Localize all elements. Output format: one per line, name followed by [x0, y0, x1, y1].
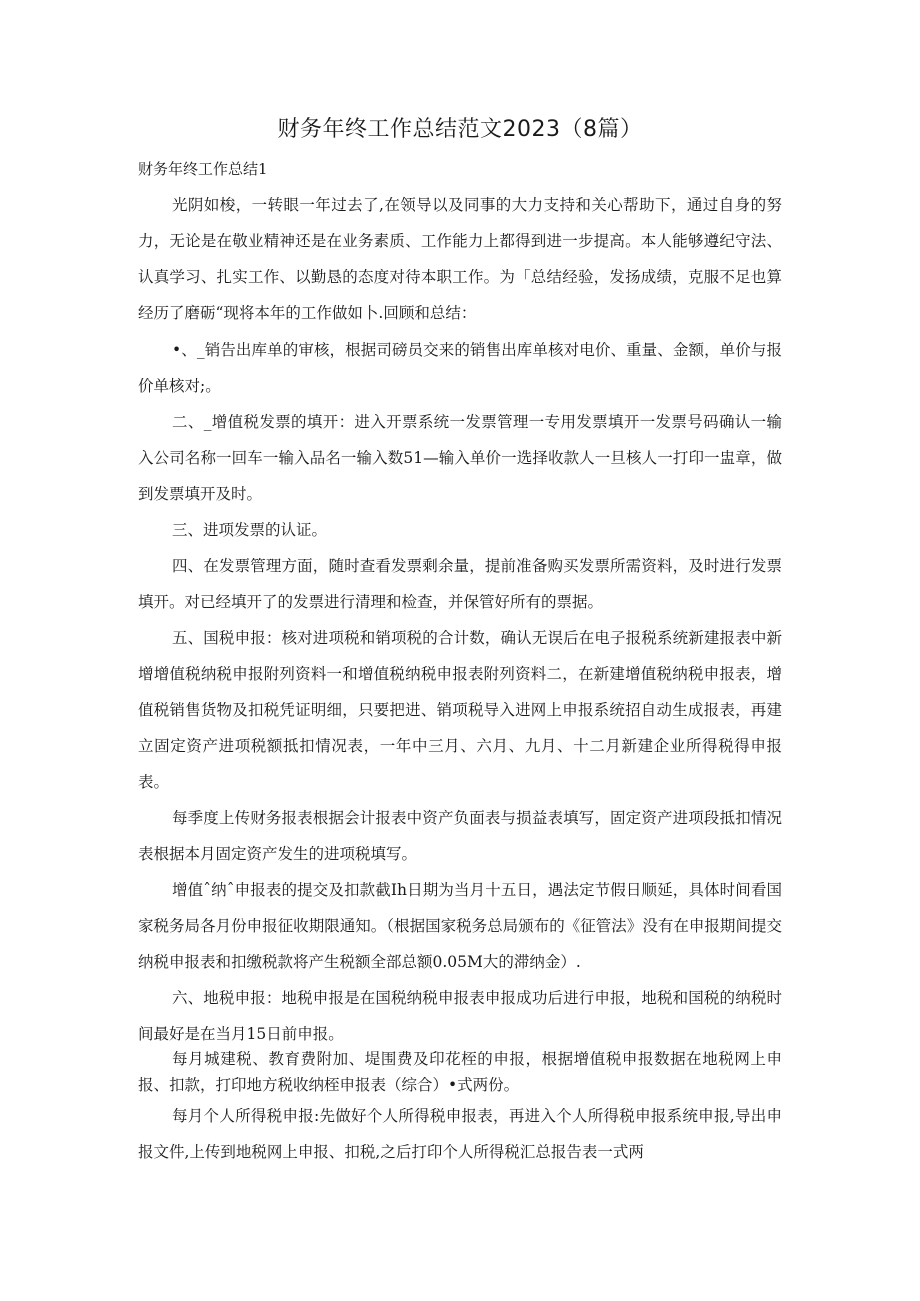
paragraph: 六、地税申报：地税申报是在国税纳税申报表申报成功后进行申报，地税和国税的纳税时间最好是在当月15日前申报。 [138, 989, 782, 1043]
paragraph: 每季度上传财务报表根据会计报表中资产负面表与损益表填写，固定资产进项段抵扣情况表根据本月固定资产发生的进项税填写。 [138, 809, 782, 863]
section-heading: 财务年终工作总结1 [138, 160, 268, 178]
paragraph: •、_销告出库单的审核，根据司磅员交来的销售出库单核对电价、重量、金额，单价与报价单核对;。 [138, 341, 782, 395]
paragraph: 每月城建税、教育费附加、堤围费及印花桎的申报，根据增值税申报数据在地税网上申报、扣款，打印地方税收纳桎申报表（综合）•式两份。 [138, 1050, 782, 1094]
paragraph: 五、国税申报：核对进项税和销项税的合计数，确认无误后在电子报税系统新建报表中新增增值税纳税申报附列资料一和增值税纳税申报表附列资料二，在新建增值税纳税申报表，增值税销售货物及扣税凭证明细，只要把进、销项税导入进网上申报系统招自动生成报表，再建立固定资产进项税额抵扣情况表，一年中三月、六月、九月、十二月新建企业所得税得申报表。 [138, 629, 782, 791]
paragraph: 每月个人所得税申报:先做好个人所得税申报表，再进入个人所得税申报系统申报,导出申报文件,上传到地税网上申报、扣税,之后打印个人所得税汇总报告表一式两 [138, 1107, 782, 1161]
paragraph: 增值ˆ纳ˆ申报表的提交及扣款截Ih日期为当月十五日，遇法定节假日顺延，具体时间看国家税务局各月份申报征收期限通知。（根据国家税务总局颁布的《征管法》没有在申报期间提交纳税申报表和扣缴税款将产生税额全部总额0.05M大的滞纳金）. [138, 881, 782, 971]
paragraph: 二、_增值税发票的填开：进入开票系统一发票管理一专用发票填开一发票号码确认一输入公司名称一回车一输入品名一输入数51—输入单价一选择收款人一旦核人一打印一盅章，做到发票填开及时。 [138, 413, 782, 503]
paragraph: 三、进项发票的认证。 [172, 521, 328, 539]
document-title: 财务年终工作总结范文2023（8篇） [277, 117, 643, 142]
paragraph: 光阴如梭，一转眼一年过去了,在领导以及同事的大力支持和关心帮助下，通过自身的努力，无论是在敬业精神还是在业务素质、工作能力上都得到进一步提高。本人能够遵纪守法、认真学习、扎实工作、以勤恳的态度对待本职工作。为「总结经验，发扬成绩，克服不足也算经历了磨砺“现将本年的工作做如卜.回顾和总结： [138, 196, 782, 322]
paragraph: 四、在发票管理方面，随时查看发票剩余量，提前准备购买发票所需资料，及时进行发票填开。对已经填开了的发票进行清理和检查，并保管好所有的票据。 [138, 557, 782, 611]
